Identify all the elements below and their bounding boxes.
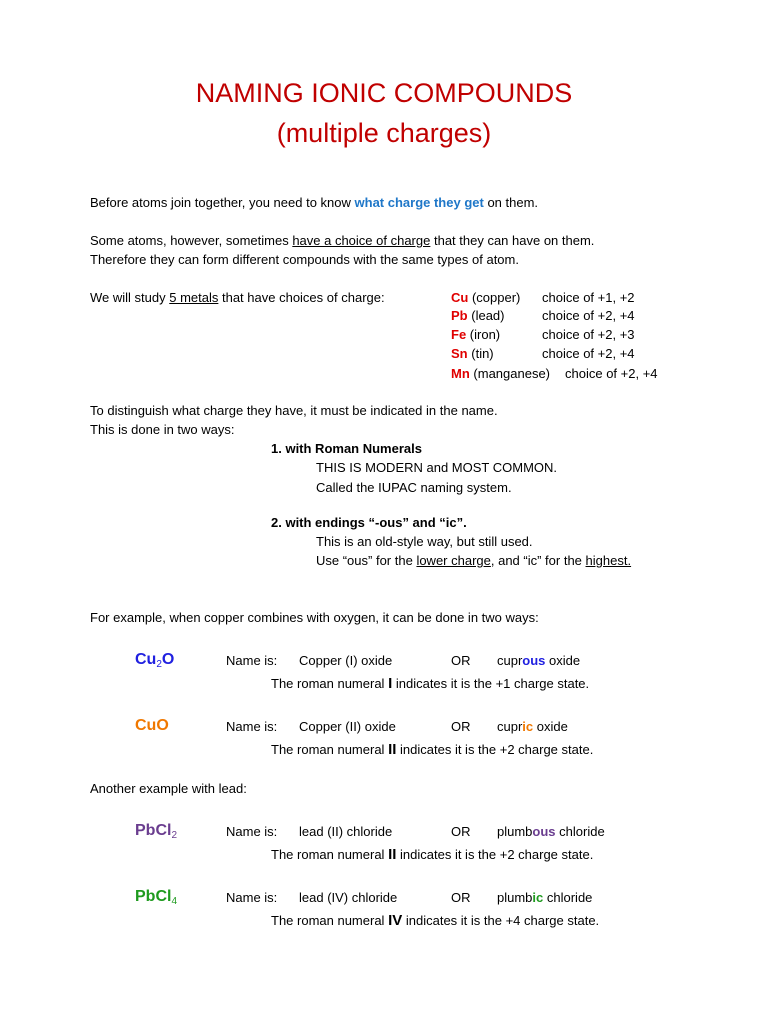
metal-row [451, 308, 505, 323]
metal-choice: choice of +1, +2 [542, 290, 635, 305]
copper-example-intro: For example, when copper combines with oxygen, it can be done in two ways: [90, 610, 539, 625]
old-name-ending: ous [532, 824, 556, 839]
metal-choice: choice of +2, +4 [565, 366, 658, 381]
distinguish-line-1: To distinguish what charge they have, it must be indicated in the name. [90, 403, 498, 418]
formula-pbcl4 [135, 888, 177, 907]
iupac-name: lead (IV) chloride [299, 890, 398, 905]
metal-name: (tin) [471, 346, 494, 361]
numeral-text: indicates it is the [396, 847, 500, 862]
numeral-explanation [271, 741, 593, 758]
metal-row [451, 327, 500, 342]
charge-state: +1 charge state. [495, 676, 590, 691]
lower-charge-underline: lower charge [416, 553, 491, 568]
metal-symbol: Fe [451, 327, 467, 342]
name-is-label: Name is: [226, 719, 278, 734]
or-label: OR [451, 824, 471, 839]
intro-paragraph-2 [90, 233, 594, 248]
numeral-text: The roman numeral [271, 742, 389, 757]
charge-state: +2 charge state. [499, 742, 594, 757]
formula-subscript: 2 [171, 830, 178, 841]
roman-numeral: I [388, 675, 393, 692]
formula-main: CuO [135, 717, 169, 734]
old-name-ending: ous [522, 653, 546, 668]
formula-main: Cu [135, 651, 157, 668]
metal-symbol: Mn [451, 366, 470, 381]
intro-text: on them. [483, 195, 539, 210]
way2-text: Use “ous” for the [316, 553, 417, 568]
metal-name: (lead) [471, 308, 505, 323]
charge-highlight: what charge they get [354, 195, 484, 210]
metal-choice: choice of +2, +3 [542, 327, 635, 342]
formula-subscript: 2 [156, 659, 162, 670]
lead-example-intro: Another example with lead: [90, 781, 247, 796]
old-name-stem: plumb [497, 824, 533, 839]
old-name-anion: chloride [555, 824, 605, 839]
name-is-label: Name is: [226, 890, 278, 905]
formula-end: O [161, 651, 175, 668]
formula-cu2o [135, 651, 174, 670]
numeral-text: indicates it is the [402, 913, 506, 928]
iupac-name: Copper (II) oxide [299, 719, 396, 734]
metal-symbol: Sn [451, 346, 468, 361]
old-name-stem: plumb [497, 890, 533, 905]
old-name-anion: oxide [533, 719, 568, 734]
old-name [497, 824, 605, 839]
metal-row [451, 290, 520, 305]
numeral-text: indicates it is the [396, 742, 500, 757]
old-name-stem: cupr [497, 653, 523, 668]
highest-underline: highest. [585, 553, 632, 568]
intro-paragraph-1 [90, 195, 538, 210]
numeral-explanation [271, 675, 589, 692]
way1-heading: 1. with Roman Numerals [271, 441, 422, 456]
old-name [497, 653, 580, 668]
page-title: NAMING IONIC COMPOUNDS [195, 78, 573, 108]
formula-subscript: 4 [171, 896, 178, 907]
numeral-text: The roman numeral [271, 913, 389, 928]
formula-main: PbCl [135, 822, 172, 839]
metal-name: (iron) [469, 327, 501, 342]
old-name [497, 719, 568, 734]
iupac-name: lead (II) chloride [299, 824, 393, 839]
way2-heading: 2. with endings “-ous” and “ic”. [271, 515, 467, 530]
roman-numeral: IV [388, 912, 403, 929]
old-name-anion: oxide [545, 653, 581, 668]
numeral-text: The roman numeral [271, 676, 389, 691]
formula-main: PbCl [135, 888, 172, 905]
metal-choice: choice of +2, +4 [542, 308, 635, 323]
metals-intro-text: that have choices of charge: [218, 290, 385, 305]
choice-underline: have a choice of charge [292, 233, 431, 248]
metal-choice: choice of +2, +4 [542, 346, 635, 361]
way2-text: , and “ic” for the [490, 553, 586, 568]
old-name-anion: chloride [543, 890, 593, 905]
formula-pbcl2 [135, 822, 177, 841]
metal-row [451, 366, 550, 381]
intro-text: that they can have on them. [430, 233, 595, 248]
metal-name: (manganese) [473, 366, 551, 381]
name-is-label: Name is: [226, 653, 278, 668]
numeral-explanation [271, 912, 599, 929]
numeral-explanation [271, 846, 593, 863]
way1-line-2: Called the IUPAC naming system. [316, 480, 512, 495]
metal-symbol: Cu [451, 290, 469, 305]
name-is-label: Name is: [226, 824, 278, 839]
intro-paragraph-3: Therefore they can form different compounds with the same types of atom. [90, 252, 519, 267]
metals-intro-text: We will study [90, 290, 170, 305]
numeral-text: indicates it is the [392, 676, 496, 691]
or-label: OR [451, 890, 471, 905]
charge-state: +4 charge state. [505, 913, 600, 928]
iupac-name: Copper (I) oxide [299, 653, 393, 668]
old-name-ending: ic [532, 890, 544, 905]
intro-text: Before atoms join together, you need to know [90, 195, 355, 210]
distinguish-line-2: This is done in two ways: [90, 422, 235, 437]
page-subtitle: (multiple charges) [276, 118, 492, 148]
way2-line-2 [316, 553, 631, 568]
or-label: OR [451, 653, 471, 668]
numeral-text: The roman numeral [271, 847, 389, 862]
roman-numeral: II [388, 741, 397, 758]
charge-state: +2 charge state. [499, 847, 594, 862]
old-name [497, 890, 592, 905]
metals-count: 5 metals [169, 290, 219, 305]
formula-cuo [135, 717, 169, 735]
metal-row [451, 346, 494, 361]
metal-name: (copper) [471, 290, 521, 305]
metal-symbol: Pb [451, 308, 468, 323]
old-name-stem: cupr [497, 719, 523, 734]
old-name-ending: ic [522, 719, 534, 734]
way2-line-1: This is an old-style way, but still used. [316, 534, 533, 549]
roman-numeral: II [388, 846, 397, 863]
or-label: OR [451, 719, 471, 734]
way1-line-1: THIS IS MODERN and MOST COMMON. [316, 460, 558, 475]
intro-text: Some atoms, however, sometimes [90, 233, 293, 248]
metals-intro [90, 290, 385, 305]
